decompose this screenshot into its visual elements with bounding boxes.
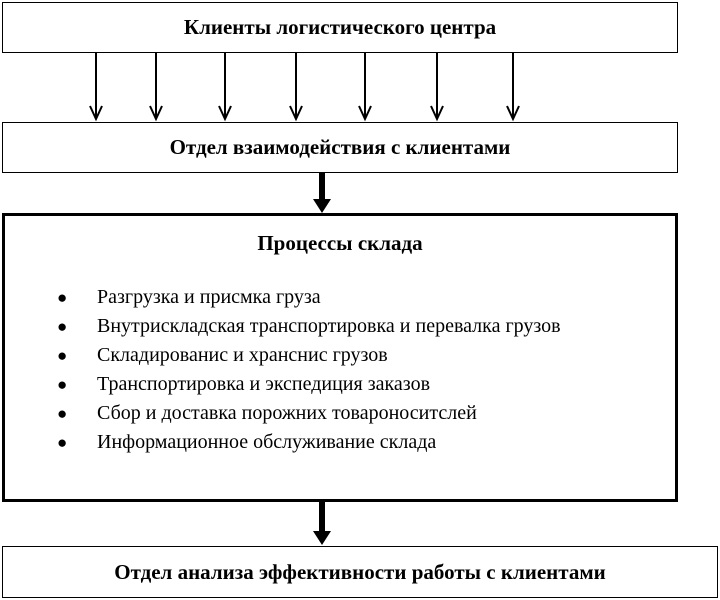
bullet-icon: ● — [57, 404, 68, 423]
process-item-6 — [57, 428, 665, 457]
flow-arrow-processes-to-analysis — [313, 502, 331, 545]
process-item-4 — [57, 370, 665, 399]
bullet-icon: ● — [57, 317, 68, 336]
flow-arrow-interaction-to-processes — [313, 173, 331, 213]
warehouse-processes-list — [57, 283, 665, 457]
bullet-icon: ● — [57, 288, 68, 307]
interaction-department-label: Отдел взаимодействия с клиентами — [169, 135, 511, 159]
clients-box — [2, 2, 678, 53]
process-item-2 — [57, 312, 665, 341]
process-item-5 — [57, 399, 665, 428]
process-item-1 — [57, 283, 665, 312]
warehouse-processes-title: Процессы склада — [257, 231, 423, 255]
process-item-4-text: Транспортировка и экспедиция заказов — [97, 373, 431, 395]
warehouse-processes-box — [2, 213, 678, 502]
process-item-6-text: Информационное обслуживание склада — [97, 431, 437, 453]
interaction-department-box — [2, 122, 678, 173]
process-item-2-text: Внутрискладская транспортировка и перевалка грузов — [97, 315, 561, 337]
bullet-icon: ● — [57, 346, 68, 365]
bullet-icon: ● — [57, 375, 68, 394]
analysis-department-box — [2, 546, 718, 598]
clients-box-label: Клиенты логистического центра — [183, 15, 497, 39]
process-item-3 — [57, 341, 665, 370]
process-item-5-text: Сбор и доставка порожних товароноситслей — [97, 402, 477, 424]
bullet-icon: ● — [57, 433, 68, 452]
client-arrows — [90, 53, 519, 119]
process-item-3-text: Складированис и хранснис грузов — [97, 344, 388, 366]
process-item-1-text: Разгрузка и присмка груза — [97, 286, 321, 308]
flow-arrow-head-2 — [313, 531, 331, 545]
flow-arrow-head-1 — [313, 199, 331, 213]
analysis-department-label: Отдел анализа эффективности работы с клиентами — [114, 559, 606, 584]
